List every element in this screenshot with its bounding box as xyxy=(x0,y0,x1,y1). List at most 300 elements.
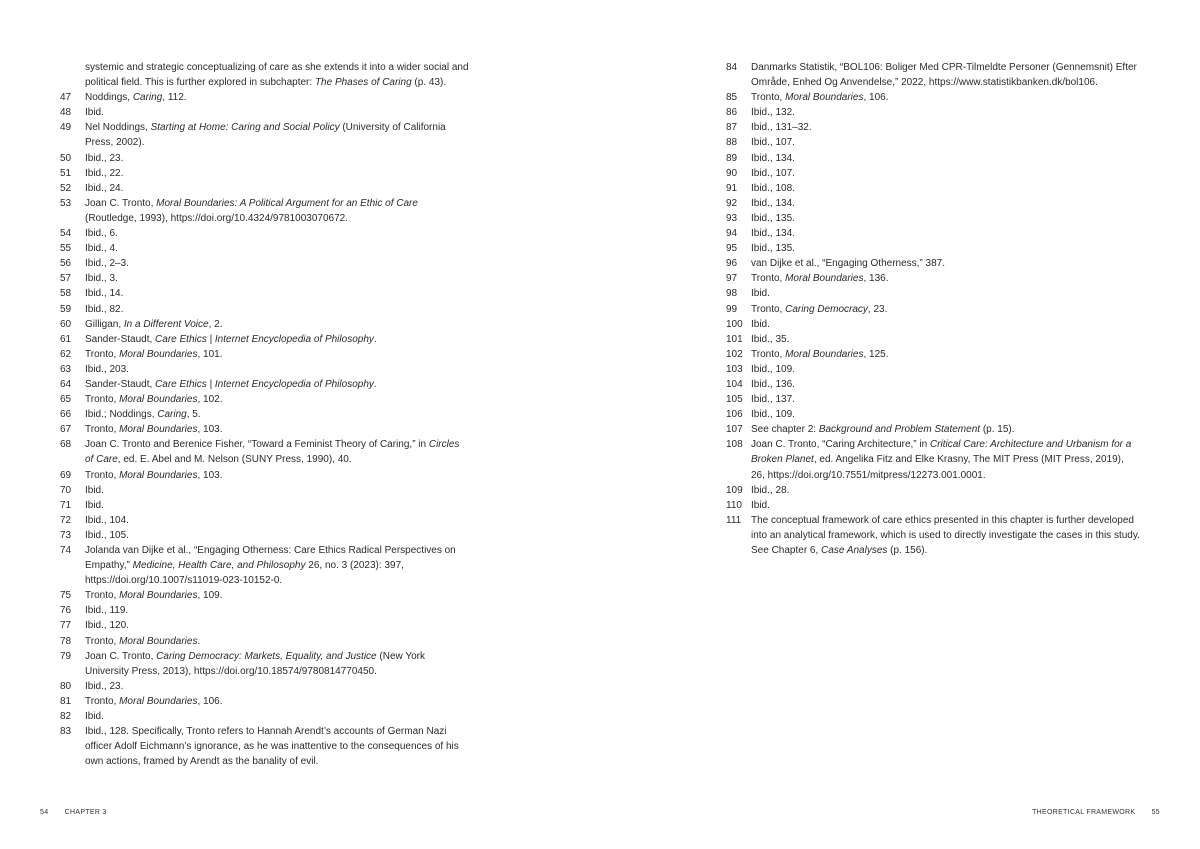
endnote-italic-title: The Phases of Caring xyxy=(314,77,412,89)
endnote xyxy=(726,135,1140,150)
endnote-number: 66 xyxy=(60,409,72,421)
endnote-italic-title: Moral Boundaries xyxy=(119,635,198,647)
endnote-text xyxy=(85,694,470,709)
endnote-text-run: Ibid., 132. xyxy=(751,107,795,119)
endnote xyxy=(726,60,1140,90)
endnote-italic-title: Moral Boundaries xyxy=(119,394,198,406)
endnote xyxy=(60,226,470,241)
endnote-text xyxy=(751,256,1140,271)
endnote-number: 73 xyxy=(60,529,72,541)
endnote-number: 75 xyxy=(60,590,72,602)
endnote-text xyxy=(85,603,470,618)
endnote-text-run: Ibid., 28. xyxy=(751,484,790,496)
endnote-text-run: Tronto, xyxy=(85,394,120,406)
endnote xyxy=(60,528,470,543)
endnote xyxy=(726,105,1140,120)
endnote-text xyxy=(751,196,1140,211)
endnote xyxy=(60,543,470,588)
endnote-text-run: Ibid., 6. xyxy=(85,228,118,240)
endnote-text-run: , 106. xyxy=(863,92,889,104)
endnote-text xyxy=(85,407,470,422)
endnote-text-run: See chapter 2: xyxy=(751,424,819,436)
endnote-number: 69 xyxy=(60,469,72,481)
endnote-text-run: , 125. xyxy=(863,348,889,360)
endnote xyxy=(726,377,1140,392)
endnote-number: 82 xyxy=(60,711,72,723)
endnote-text xyxy=(85,709,470,724)
endnote-text-run: Ibid., 82. xyxy=(85,303,124,315)
endnote-text-run: , 23. xyxy=(867,303,888,315)
endnote-text xyxy=(85,724,470,769)
endnote-text xyxy=(85,166,470,181)
endnote-text-run: Ibid., 134. xyxy=(751,228,795,240)
endnote-number: 100 xyxy=(726,318,743,330)
endnote-text xyxy=(751,513,1140,558)
endnote-number: 109 xyxy=(726,484,743,496)
endnote xyxy=(60,422,470,437)
endnote xyxy=(60,241,470,256)
endnote-text-run: Joan C. Tronto, xyxy=(85,650,157,662)
endnote-italic-title: Caring Democracy: Markets, Equality, and Justice xyxy=(156,650,377,662)
endnote-italic-title: Caring xyxy=(157,409,187,421)
endnote-number: 80 xyxy=(60,680,72,692)
endnote-number: 58 xyxy=(60,288,72,300)
endnote-text-run: Ibid., 135. xyxy=(751,212,795,224)
endnote xyxy=(726,256,1140,271)
endnote-text-run: , 136. xyxy=(863,273,889,285)
endnote-text xyxy=(85,618,470,633)
endnote-text-run: Ibid., 109. xyxy=(751,409,795,421)
endnote-text xyxy=(751,347,1140,362)
endnote-text-run: Tronto, xyxy=(85,348,120,360)
endnote-text xyxy=(85,241,470,256)
endnote-number: 98 xyxy=(726,288,738,300)
endnote-italic-title: In a Different Voice xyxy=(123,318,209,330)
endnote-text-run: van Dijke et al., “Engaging Otherness,” 387. xyxy=(751,258,945,270)
endnote-text-run: Ibid., 107. xyxy=(751,167,795,179)
endnote-text-run: (p. 43). xyxy=(411,77,447,89)
endnote-number: 57 xyxy=(60,273,72,285)
endnote xyxy=(60,498,470,513)
endnote-text-run: Joan C. Tronto and Berenice Fisher, “Toward a Feminist Theory of Caring,” in xyxy=(85,439,429,451)
endnote-text-run: Joan C. Tronto, xyxy=(85,197,157,209)
endnote-text-run: (University of California Press, 2002). xyxy=(85,122,446,149)
endnote-text-run: Ibid., 134. xyxy=(751,152,795,164)
endnote-text-run: Ibid., 24. xyxy=(85,182,124,194)
endnote xyxy=(60,90,470,105)
endnote-text-run: Ibid., 23. xyxy=(85,680,124,692)
endnote-text xyxy=(751,437,1140,482)
endnote-text xyxy=(751,241,1140,256)
endnote-text xyxy=(85,90,470,105)
endnote-text-run: (New York University Press, 2013), https://doi.org/10.18574/9780814770450. xyxy=(85,650,425,677)
endnote-number: 72 xyxy=(60,514,72,526)
endnote-text-run: Ibid. xyxy=(85,711,104,723)
endnote-number: 62 xyxy=(60,348,72,360)
endnote-number: 85 xyxy=(726,92,738,104)
endnote xyxy=(60,634,470,649)
endnote xyxy=(726,286,1140,301)
endnote-text-run: , 109. xyxy=(197,590,223,602)
endnote-text-run: Sander-Staudt, xyxy=(85,333,156,345)
endnote-text-run: (p. 15). xyxy=(980,424,1015,436)
endnote xyxy=(726,317,1140,332)
endnote xyxy=(726,437,1140,482)
endnote xyxy=(60,649,470,679)
endnote-text xyxy=(751,181,1140,196)
endnote xyxy=(726,407,1140,422)
endnote-text xyxy=(751,362,1140,377)
endnote-number: 71 xyxy=(60,499,72,511)
endnote-text-run: Ibid., 105. xyxy=(85,529,129,541)
endnote-number: 103 xyxy=(726,363,743,375)
endnote-number: 86 xyxy=(726,107,738,119)
endnote-text xyxy=(85,588,470,603)
endnote xyxy=(726,347,1140,362)
endnote-text xyxy=(751,105,1140,120)
endnote-number: 102 xyxy=(726,348,743,360)
endnote-text-run: 26, no. 3 (2023): 397, https://doi.org/10.1007/s11019-023-10152-0. xyxy=(85,560,404,587)
endnote-text xyxy=(751,422,1140,437)
endnote xyxy=(726,181,1140,196)
endnote xyxy=(726,332,1140,347)
endnote-italic-title: Moral Boundaries xyxy=(785,273,864,285)
endnote-text-run: Ibid., 136. xyxy=(751,378,795,390)
endnote-number: 70 xyxy=(60,484,72,496)
right-page xyxy=(600,0,1200,849)
endnote-text-run: Ibid., 104. xyxy=(85,514,129,526)
endnote-text-run: Ibid., 4. xyxy=(85,243,118,255)
endnote-text-run: Ibid., 3. xyxy=(85,273,118,285)
page-footer xyxy=(1032,809,1160,816)
endnote-number: 96 xyxy=(726,258,738,270)
endnote-text-run: , 5. xyxy=(186,409,201,421)
endnote-number: 105 xyxy=(726,394,743,406)
endnote-italic-title: Care Ethics | Internet Encyclopedia of Philosophy xyxy=(155,333,374,345)
page-number: 55 xyxy=(1151,809,1160,816)
endnote-text xyxy=(85,483,470,498)
endnote-text-run: Ibid.; Noddings, xyxy=(85,409,158,421)
endnote-number: 47 xyxy=(60,92,72,104)
endnote-text xyxy=(751,90,1140,105)
endnote-text-run: Ibid., 108. xyxy=(751,182,795,194)
endnote xyxy=(60,166,470,181)
endnote-text-run: , 103. xyxy=(197,424,223,436)
endnote-number: 89 xyxy=(726,152,738,164)
endnote-number: 104 xyxy=(726,378,743,390)
endnote-text-run: Ibid. xyxy=(751,499,770,511)
endnote xyxy=(60,256,470,271)
endnote-italic-title: Moral Boundaries xyxy=(785,92,864,104)
endnote xyxy=(726,362,1140,377)
endnote xyxy=(60,362,470,377)
endnote-number: 52 xyxy=(60,182,72,194)
endnote-text-run: Ibid., 23. xyxy=(85,152,124,164)
endnote-italic-title: Moral Boundaries xyxy=(119,695,198,707)
endnote xyxy=(60,120,470,150)
endnote-text-run: Ibid., 119. xyxy=(85,605,129,617)
endnote-text xyxy=(85,256,470,271)
endnote-text-run: , ed. Angelika Fitz and Elke Krasny, The MIT Press (MIT Press, 2019), 26, https://doi.org/10.7551/mitpress/12273.001.0001. xyxy=(751,454,1124,481)
endnote-text-run: Nel Noddings, xyxy=(85,122,151,134)
endnote-number: 63 xyxy=(60,363,72,375)
endnote-text xyxy=(751,166,1140,181)
endnote xyxy=(60,618,470,633)
endnote-text xyxy=(85,105,470,120)
endnote-text xyxy=(85,286,470,301)
endnote xyxy=(60,392,470,407)
endnote xyxy=(726,226,1140,241)
endnote-text xyxy=(751,407,1140,422)
endnote xyxy=(60,151,470,166)
endnote-number: 107 xyxy=(726,424,743,436)
endnote-text-run: Ibid., 22. xyxy=(85,167,124,179)
endnote-text-run: Ibid. xyxy=(85,107,104,119)
endnotes-list xyxy=(60,60,470,769)
endnote-text xyxy=(751,135,1140,150)
endnote-number: 77 xyxy=(60,620,72,632)
endnote-text xyxy=(85,649,470,679)
endnote-number: 50 xyxy=(60,152,72,164)
endnote xyxy=(726,302,1140,317)
endnote-text-run: Tronto, xyxy=(85,469,120,481)
endnote-text-run: Ibid. xyxy=(85,499,104,511)
endnote-number: 90 xyxy=(726,167,738,179)
endnote-text xyxy=(85,528,470,543)
endnote-text-run: Tronto, xyxy=(751,348,786,360)
endnote-text xyxy=(751,483,1140,498)
endnote-italic-title: Circles of Care xyxy=(85,439,460,466)
endnote-text-run: , 106. xyxy=(197,695,223,707)
endnote-text xyxy=(85,513,470,528)
endnote-text-run: Tronto, xyxy=(85,424,120,436)
endnote-number: 55 xyxy=(60,243,72,255)
endnote-text-run: Ibid. xyxy=(751,318,770,330)
endnote-number: 94 xyxy=(726,228,738,240)
endnote-text xyxy=(85,332,470,347)
endnote xyxy=(726,151,1140,166)
endnote-italic-title: Critical Care: Architecture and Urbanism for a Broken Planet xyxy=(751,439,1132,466)
endnote-text-run: . xyxy=(373,378,377,390)
endnote-text-run: Jolanda van Dijke et al., “Engaging Otherness: Care Ethics Radical Perspectives on Empathy,” xyxy=(85,545,456,572)
endnote xyxy=(726,498,1140,513)
endnote-number: 54 xyxy=(60,228,72,240)
endnote xyxy=(726,211,1140,226)
endnote-number: 88 xyxy=(726,137,738,149)
endnote-text xyxy=(85,437,470,467)
endnote xyxy=(60,603,470,618)
endnote-text-run: The conceptual framework of care ethics presented in this chapter is further developed into an analytical framework, which is used to directly investigate the cases in this study. See Chapter 6, xyxy=(751,514,1140,556)
endnote-text xyxy=(85,543,470,588)
endnote xyxy=(60,724,470,769)
endnote-number: 60 xyxy=(60,318,72,330)
endnote xyxy=(60,332,470,347)
endnote-text xyxy=(751,271,1140,286)
endnote-text xyxy=(751,317,1140,332)
endnote-text xyxy=(751,332,1140,347)
endnote-text-run: Ibid., 14. xyxy=(85,288,124,300)
endnote-number: 108 xyxy=(726,439,743,451)
endnote-number: 65 xyxy=(60,394,72,406)
endnote-number: 59 xyxy=(60,303,72,315)
endnote-text-run: Gilligan, xyxy=(85,318,124,330)
endnote-number: 99 xyxy=(726,303,738,315)
endnote-text xyxy=(85,362,470,377)
endnote-text-run: Ibid., 35. xyxy=(751,333,790,345)
endnote-text xyxy=(751,392,1140,407)
endnote-text-run: Joan C. Tronto, “Caring Architecture,” in xyxy=(751,439,930,451)
endnote-text-run: Tronto, xyxy=(751,92,786,104)
endnote-text-run: Ibid. xyxy=(751,288,770,300)
endnote-italic-title: Care Ethics | Internet Encyclopedia of Philosophy xyxy=(155,378,374,390)
endnote-text xyxy=(85,60,470,90)
endnote-italic-title: Caring xyxy=(132,92,163,104)
endnote-number: 97 xyxy=(726,273,738,285)
endnote-number: 74 xyxy=(60,545,72,556)
endnote-text-run: . xyxy=(197,635,201,647)
endnote-text xyxy=(751,120,1140,135)
endnote-number: 61 xyxy=(60,333,72,345)
endnote-number: 95 xyxy=(726,243,738,255)
endnote-italic-title: Starting at Home: Caring and Social Policy xyxy=(150,122,340,134)
endnote xyxy=(60,60,470,90)
endnote xyxy=(60,513,470,528)
endnote-italic-title: Medicine, Health Care, and Philosophy xyxy=(132,560,306,572)
endnote-text-run: (Routledge, 1993), https://doi.org/10.4324/9781003070672. xyxy=(85,212,348,224)
endnote-text-run: , 101. xyxy=(197,348,223,360)
endnote-text-run: Ibid., 107. xyxy=(751,137,795,149)
endnote-text xyxy=(85,151,470,166)
endnote-text-run: Sander-Staudt, xyxy=(85,378,156,390)
endnote-text-run: , 2. xyxy=(208,318,223,330)
endnote xyxy=(726,483,1140,498)
endnote-number: 48 xyxy=(60,107,72,119)
endnote-text-run: . xyxy=(373,333,377,345)
endnote-number: 93 xyxy=(726,212,738,224)
endnote xyxy=(726,166,1140,181)
endnote-text-run: (p. 156). xyxy=(887,545,928,556)
endnote-number: 87 xyxy=(726,122,738,134)
endnote-text xyxy=(85,181,470,196)
endnotes-list xyxy=(726,60,1140,558)
endnote-text-run: Ibid., 2–3. xyxy=(85,258,129,270)
endnote xyxy=(726,422,1140,437)
endnote xyxy=(60,407,470,422)
endnote-number: 91 xyxy=(726,182,738,194)
endnote xyxy=(60,302,470,317)
endnote-text xyxy=(85,392,470,407)
endnote xyxy=(60,694,470,709)
endnote-text xyxy=(85,634,470,649)
endnote-text-run: Ibid., 135. xyxy=(751,243,795,255)
endnote xyxy=(60,181,470,196)
endnote-text xyxy=(751,211,1140,226)
endnote xyxy=(726,241,1140,256)
endnote-text xyxy=(751,498,1140,513)
endnote-text xyxy=(751,377,1140,392)
endnote-text xyxy=(85,498,470,513)
endnote-italic-title: Background and Problem Statement xyxy=(818,424,981,436)
endnote-italic-title: Moral Boundaries xyxy=(119,469,198,481)
endnote xyxy=(60,679,470,694)
endnote-number xyxy=(60,60,85,90)
endnote xyxy=(726,90,1140,105)
page-footer xyxy=(40,809,107,816)
endnote xyxy=(60,196,470,226)
endnote-text-run: , ed. E. Abel and M. Nelson (SUNY Press, 1990), 40. xyxy=(117,454,352,466)
endnote-number: 67 xyxy=(60,424,72,436)
endnote-text xyxy=(85,317,470,332)
endnote-number: 76 xyxy=(60,605,72,617)
endnote-italic-title: Case Analyses xyxy=(821,545,888,556)
endnote-text-run: Danmarks Statistik, “BOL106: Boliger Med CPR-Tilmeldte Personer (Gennemsnit) Efter Område, Enhed Og Anvendelse,” 2022, https://www.statistikbanken.dk/bol106. xyxy=(751,62,1137,89)
endnote-text-run: Ibid., 109. xyxy=(751,363,795,375)
endnote-text-run: , 103. xyxy=(197,469,223,481)
endnote xyxy=(60,437,470,467)
endnote-text xyxy=(85,271,470,286)
section-label: THEORETICAL FRAMEWORK xyxy=(1032,809,1136,816)
endnote-text-run: Tronto, xyxy=(751,303,786,315)
endnote-text xyxy=(751,226,1140,241)
endnote-number: 49 xyxy=(60,122,72,134)
endnote-text-run: systemic and strategic conceptualizing of care as she extends it into a wider social and political field. This is further explored in subchapter: xyxy=(85,62,469,89)
endnote-number: 79 xyxy=(60,650,72,662)
endnote-text-run: Ibid. xyxy=(85,484,104,496)
endnote-italic-title: Caring Democracy xyxy=(785,303,868,315)
endnote-italic-title: Moral Boundaries xyxy=(119,424,198,436)
endnote-number: 81 xyxy=(60,695,72,707)
endnote-number: 68 xyxy=(60,439,72,451)
endnote xyxy=(60,483,470,498)
endnote-text xyxy=(751,286,1140,301)
endnote-number: 110 xyxy=(726,499,742,511)
endnote xyxy=(60,271,470,286)
chapter-label: CHAPTER 3 xyxy=(64,809,107,816)
endnote-text xyxy=(85,347,470,362)
endnote-text-run: Tronto, xyxy=(85,590,120,602)
endnote-text-run: Ibid., 131–32. xyxy=(751,122,812,134)
endnote-italic-title: Moral Boundaries xyxy=(785,348,864,360)
endnote xyxy=(726,513,1140,558)
endnote xyxy=(726,120,1140,135)
endnote xyxy=(726,392,1140,407)
endnote-number: 83 xyxy=(60,726,72,738)
endnote-text xyxy=(85,679,470,694)
endnote-number: 51 xyxy=(60,167,72,179)
endnote xyxy=(60,347,470,362)
endnote-text-run: Noddings, xyxy=(85,92,133,104)
endnote xyxy=(60,588,470,603)
endnote-text-run: , 102. xyxy=(197,394,223,406)
endnote-text xyxy=(751,60,1140,90)
endnote-number: 64 xyxy=(60,378,72,390)
endnote-italic-title: Moral Boundaries xyxy=(119,590,198,602)
endnote-number: 111 xyxy=(726,514,742,526)
endnote-text-run: Tronto, xyxy=(751,273,786,285)
endnote-text xyxy=(751,302,1140,317)
endnote-number: 53 xyxy=(60,197,72,209)
endnote-text-run: Ibid., 203. xyxy=(85,363,129,375)
endnote-text xyxy=(85,422,470,437)
endnote xyxy=(726,271,1140,286)
endnote-text-run: Ibid., 137. xyxy=(751,394,795,406)
endnote-text-run: , 112. xyxy=(162,92,187,104)
endnote-number: 84 xyxy=(726,62,738,73)
endnote-text xyxy=(85,302,470,317)
endnote-number: 92 xyxy=(726,197,738,209)
endnote-text xyxy=(85,468,470,483)
endnote-text xyxy=(85,377,470,392)
